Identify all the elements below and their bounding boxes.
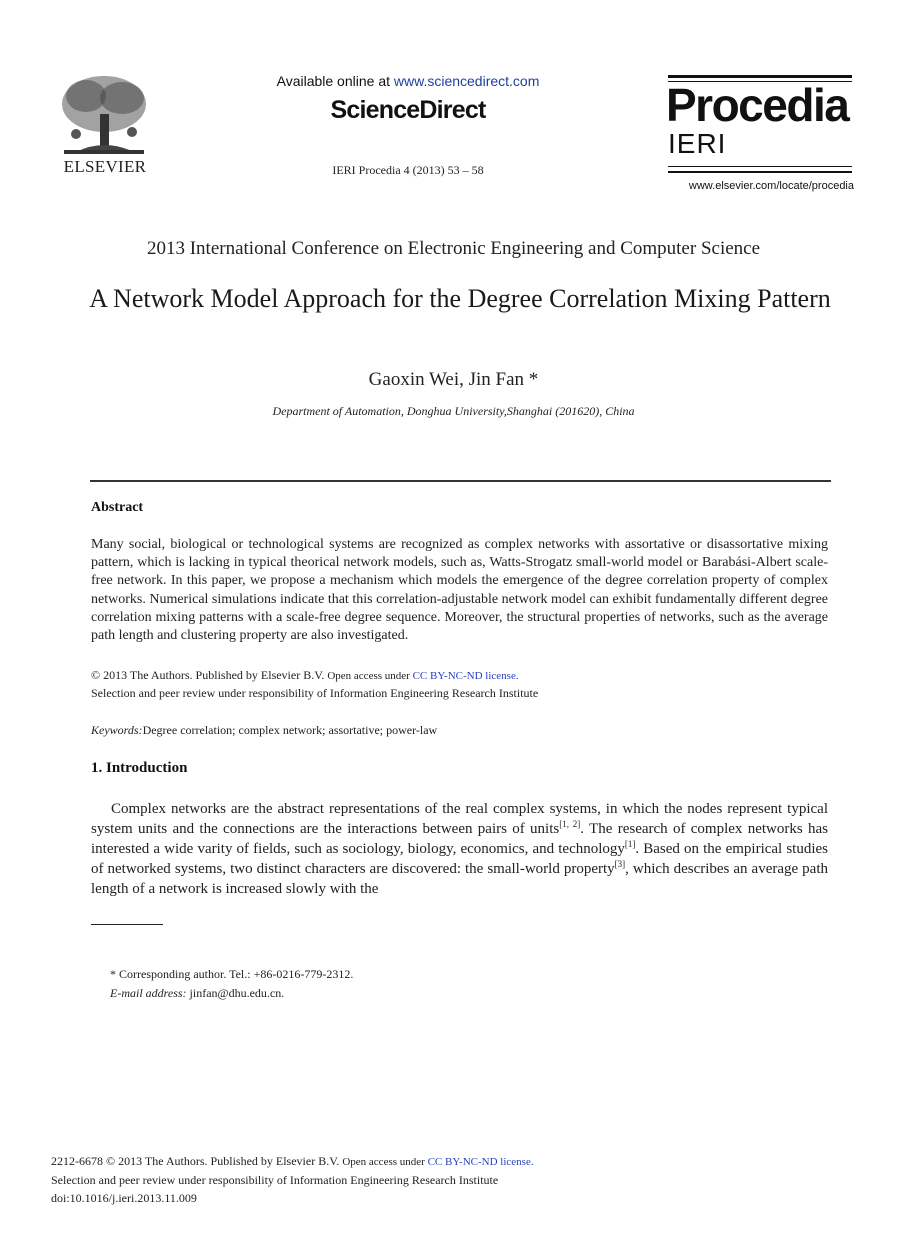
abstract-body: Many social, biological or technological systems are recognized as complex networks with assortative or disassortative mixing pattern, which is lacking in typical theorical network models, such as, Watts-Strogatz small-world model or Barabási-Albert scale-free network. In this paper, we propose a mechanism which models the emergence of the degree correlation property of complex networks. Numerical simulations indicate that this correlation-adjustable network model can exhibit fundamentally different degree correlation mixing patterns with a scale-free degree sequence. Moreover, the structural properties of networks, such as the average path length and clustering property are also investigated. xyxy=(91,537,828,644)
author-list: Gaoxin Wei, Jin Fan * xyxy=(368,369,539,390)
procedia-rule xyxy=(668,166,852,167)
issn-line xyxy=(51,1152,851,1171)
sciencedirect-link[interactable]: www.sciencedirect.com xyxy=(393,73,540,89)
conference-title: 2013 International Conference on Electronic Engineering and Computer Science xyxy=(146,238,761,259)
procedia-ieri-label: IERI xyxy=(668,128,727,159)
keywords-value: Degree correlation; complex network; assortative; power-law xyxy=(142,723,438,737)
procedia-wordmark: Procedia xyxy=(666,79,849,131)
affiliation: Department of Automation, Donghua University,Shanghai (201620), China xyxy=(272,404,635,418)
open-access-label: Open access under xyxy=(327,670,413,682)
doi[interactable]: doi:10.1016/j.ieri.2013.11.009 xyxy=(51,1191,197,1205)
intro-text-part: . Based on the empirical studies of networked systems, two distinct characters are discovered: the small-world property xyxy=(91,841,828,877)
paper-title: A Network Model Approach for the Degree Correlation Mixing Pattern xyxy=(89,284,831,313)
procedia-rule xyxy=(668,75,852,78)
publication-info xyxy=(51,1152,851,1207)
intro-text-part: Complex networks are the abstract representations of the real complex systems, in which the nodes represent typical system units and the connections are the interactions between pairs of units xyxy=(91,801,828,837)
copyright-line xyxy=(91,667,831,685)
keywords-label: Keywords: xyxy=(91,723,143,737)
corresponding-author: * Corresponding author. Tel.: +86-0216-779-2312. xyxy=(110,967,354,981)
intro-text-part: , which describes an average path length of a network is increased slowly with the xyxy=(91,861,829,897)
footnote-divider xyxy=(91,924,163,925)
peer-review-line: Selection and peer review under responsibility of Information Engineering Research Institute xyxy=(51,1173,499,1187)
issn-text: 2212-6678 © 2013 The Authors. Published by Elsevier B.V. xyxy=(51,1154,343,1168)
email-address[interactable]: jinfan@dhu.edu.cn. xyxy=(186,986,285,1000)
procedia-url[interactable]: www.elsevier.com/locate/procedia xyxy=(688,180,854,192)
copyright-notice xyxy=(91,667,831,702)
keywords xyxy=(91,723,831,738)
license-link[interactable]: CC BY-NC-ND license. xyxy=(412,670,519,682)
available-prefix: Available online at xyxy=(276,73,394,89)
license-link[interactable]: CC BY-NC-ND license. xyxy=(427,1156,534,1168)
open-access-label: Open access under xyxy=(342,1156,428,1168)
email-line xyxy=(110,984,810,1003)
citation-ref[interactable]: [3] xyxy=(614,859,626,869)
citation-ref[interactable]: [1] xyxy=(624,839,636,849)
introduction-paragraph xyxy=(91,799,828,899)
copyright-text: © 2013 The Authors. Published by Elsevier B.V. xyxy=(91,668,328,682)
journal-citation: IERI Procedia 4 (2013) 53 – 58 xyxy=(332,163,484,177)
procedia-rule xyxy=(668,171,852,173)
citation-ref[interactable]: [1, 2] xyxy=(559,819,581,829)
available-online-line xyxy=(200,73,616,89)
intro-text-part: . The research of complex networks has interested a wide varity of fields, such as sociology, biology, economics, and technology xyxy=(91,821,829,857)
footnote xyxy=(110,965,810,1003)
peer-review-line: Selection and peer review under responsibility of Information Engineering Research Institute xyxy=(91,686,539,700)
elsevier-wordmark: ELSEVIER xyxy=(63,157,147,176)
email-label: E-mail address: xyxy=(110,986,187,1000)
section-heading-introduction: 1. Introduction xyxy=(91,760,188,776)
abstract-heading: Abstract xyxy=(91,500,144,515)
elsevier-tree-icon xyxy=(56,74,152,158)
header-divider xyxy=(90,480,831,482)
sciencedirect-wordmark: ScienceDirect xyxy=(330,96,486,124)
